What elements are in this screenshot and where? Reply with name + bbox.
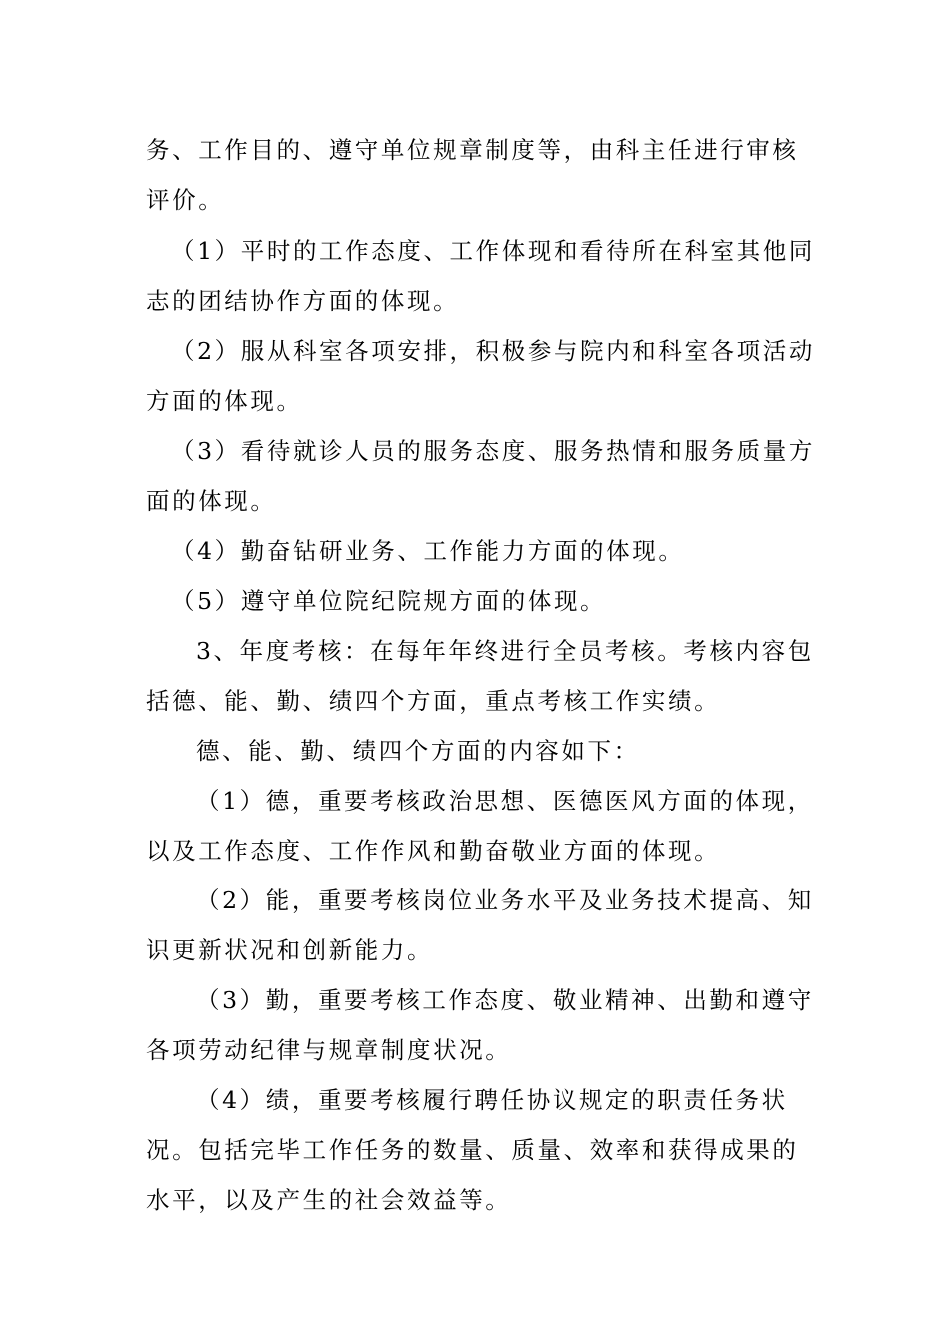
text-line: （1）平时的工作态度、工作体现和看待所在科室其他同: [171, 237, 815, 265]
text-line: （4）勤奋钻研业务、工作能力方面的体现。: [171, 537, 685, 565]
text-line: 德、能、勤、绩四个方面的内容如下：: [196, 737, 640, 765]
text-line: 方面的体现。: [146, 387, 303, 415]
text-line: （3）勤，重要考核工作态度、敬业精神、出勤和遵守: [196, 986, 814, 1014]
text-line: （3）看待就诊人员的服务态度、服务热情和服务质量方: [171, 437, 815, 465]
text-line: 况。包括完毕工作任务的数量、质量、效率和获得成果的: [146, 1136, 799, 1164]
text-line: （2）服从科室各项安排，积极参与院内和科室各项活动: [171, 337, 815, 365]
text-line: 括德、能、勤、绩四个方面，重点考核工作实绩。: [146, 687, 721, 715]
text-line: 务、工作目的、遵守单位规章制度等，由科主任进行审核: [146, 136, 799, 164]
text-line: 志的团结协作方面的体现。: [146, 287, 460, 315]
text-line: 以及工作态度、工作作风和勤奋敬业方面的体现。: [146, 837, 721, 865]
text-line: （4）绩，重要考核履行聘任协议规定的职责任务状: [196, 1086, 788, 1114]
text-line: 各项劳动纪律与规章制度状况。: [146, 1036, 512, 1064]
text-line: （1）德，重要考核政治思想、医德医风方面的体现，: [196, 787, 814, 815]
text-line: （5）遵守单位院纪院规方面的体现。: [171, 587, 607, 615]
text-line: 水平，以及产生的社会效益等。: [146, 1186, 512, 1214]
text-line: 面的体现。: [146, 487, 277, 515]
text-line: （2）能，重要考核岗位业务水平及业务技术提高、知: [196, 886, 814, 914]
text-line: 评价。: [146, 186, 225, 214]
text-line: 3、年度考核：在每年年终进行全员考核。考核内容包: [196, 637, 814, 665]
text-line: 识更新状况和创新能力。: [146, 936, 434, 964]
